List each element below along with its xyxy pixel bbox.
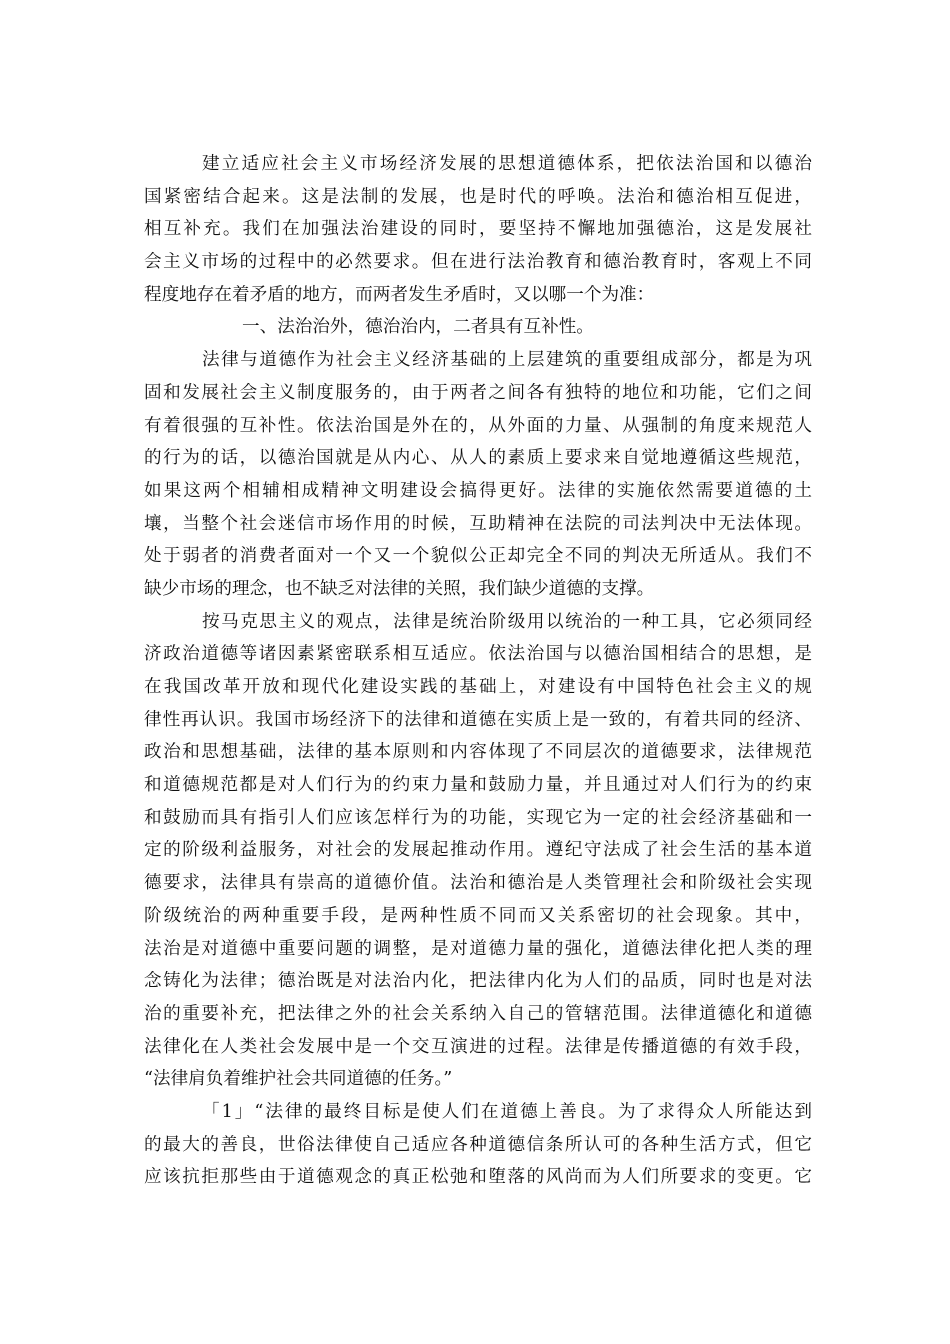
text-line: “法律肩负着维护社会共同道德的任务。” (144, 1069, 453, 1090)
text-line: 会主义市场的过程中的必然要求。但在进行法治教育和德治教育时，客观上不同 (144, 252, 812, 273)
text-line: 和道德规范都是对人们行为的约束力量和鼓励力量，并且通过对人们行为的约束 (144, 775, 812, 796)
text-line: 壤，当整个社会迷信市场作用的时候，互助精神在法院的司法判决中无法体现。 (144, 513, 812, 534)
text-line: 如果这两个相辅相成精神文明建设会搞得更好。法律的实施依然需要道德的土 (144, 480, 812, 501)
section-heading (144, 311, 812, 344)
heading-line: 一、法治治外，德治治内，二者具有互补性。 (242, 317, 594, 338)
text-line: 程度地存在着矛盾的地方，而两者发生矛盾时，又以哪一个为准： (144, 284, 655, 305)
paragraph-intro (144, 148, 812, 311)
text-line: 和鼓励而具有指引人们应该怎样行为的功能，实现它为一定的社会经济基础和一 (144, 807, 812, 828)
text-line: 法律化在人类社会发展中是一个交互演进的过程。法律是传播道德的有效手段， (144, 1036, 812, 1057)
paragraph-citation (144, 1096, 812, 1194)
text-line: 律性再认识。我国市场经济下的法律和道德在实质上是一致的，有着共同的经济、 (144, 709, 812, 730)
text-line: 建立适应社会主义市场经济发展的思想道德体系，把依法治国和以德治 (202, 154, 812, 174)
text-line: 固和发展社会主义制度服务的，由于两者之间各有独特的地位和功能，它们之间 (144, 382, 812, 403)
text-line: 定的阶级利益服务，对社会的发展起推动作用。遵纪守法成了社会生活的基本道 (144, 840, 812, 861)
text-line: 的最大的善良，世俗法律使自己适应各种道德信条所认可的各种生活方式，但它 (144, 1134, 812, 1155)
paragraph-complementarity (144, 344, 812, 606)
text-line: 的行为的话，以德治国就是从内心、从人的素质上要求来自觉地遵循这些规范， (144, 448, 812, 469)
document-page (144, 148, 812, 1194)
text-line: 相互补充。我们在加强法治建设的同时，要坚持不懈地加强德治，这是发展社 (144, 219, 812, 240)
text-line: 念铸化为法律；德治既是对法治内化，把法律内化为人们的品质，同时也是对法 (144, 971, 812, 992)
paragraph-marxism (144, 606, 812, 1096)
text-line: 「1」“法律的最终目标是使人们在道德上善良。为了求得众人所能达到 (202, 1101, 812, 1122)
text-line: 在我国改革开放和现代化建设实践的基础上，对建设有中国特色社会主义的规 (144, 677, 812, 697)
text-line: 应该抗拒那些由于道德观念的真正松弛和堕落的风尚而为人们所要求的变更。它 (144, 1167, 812, 1188)
text-line: 缺少市场的理念，也不缺乏对法律的关照，我们缺少道德的支撑。 (144, 578, 655, 599)
text-line: 法治是对道德中重要问题的调整，是对道德力量的强化，道德法律化把人类的理 (144, 938, 812, 959)
text-line: 阶级统治的两种重要手段，是两种性质不同而又关系密切的社会现象。其中， (144, 905, 812, 926)
text-line: 法律与道德作为社会主义经济基础的上层建筑的重要组成部分，都是为巩 (202, 350, 812, 371)
text-line: 国紧密结合起来。这是法制的发展，也是时代的呼唤。法治和德治相互促进， (144, 186, 812, 207)
text-line: 德要求，法律具有崇高的道德价值。法治和德治是人类管理社会和阶级社会实现 (144, 873, 812, 894)
text-line: 按马克思主义的观点，法律是统治阶级用以统治的一种工具，它必须同经 (202, 611, 812, 632)
text-line: 有着很强的互补性。依法治国是外在的，从外面的力量、从强制的角度来规范人 (144, 415, 812, 436)
text-line: 政治和思想基础，法律的基本原则和内容体现了不同层次的道德要求，法律规范 (144, 742, 812, 763)
text-line: 处于弱者的消费者面对一个又一个貌似公正却完全不同的判决无所适从。我们不 (144, 546, 812, 567)
text-line: 治的重要补充，把法律之外的社会关系纳入自己的管辖范围。法律道德化和道德 (144, 1003, 812, 1024)
text-line: 济政治道德等诸因素紧密联系相互适应。依法治国与以德治国相结合的思想，是 (144, 644, 812, 665)
